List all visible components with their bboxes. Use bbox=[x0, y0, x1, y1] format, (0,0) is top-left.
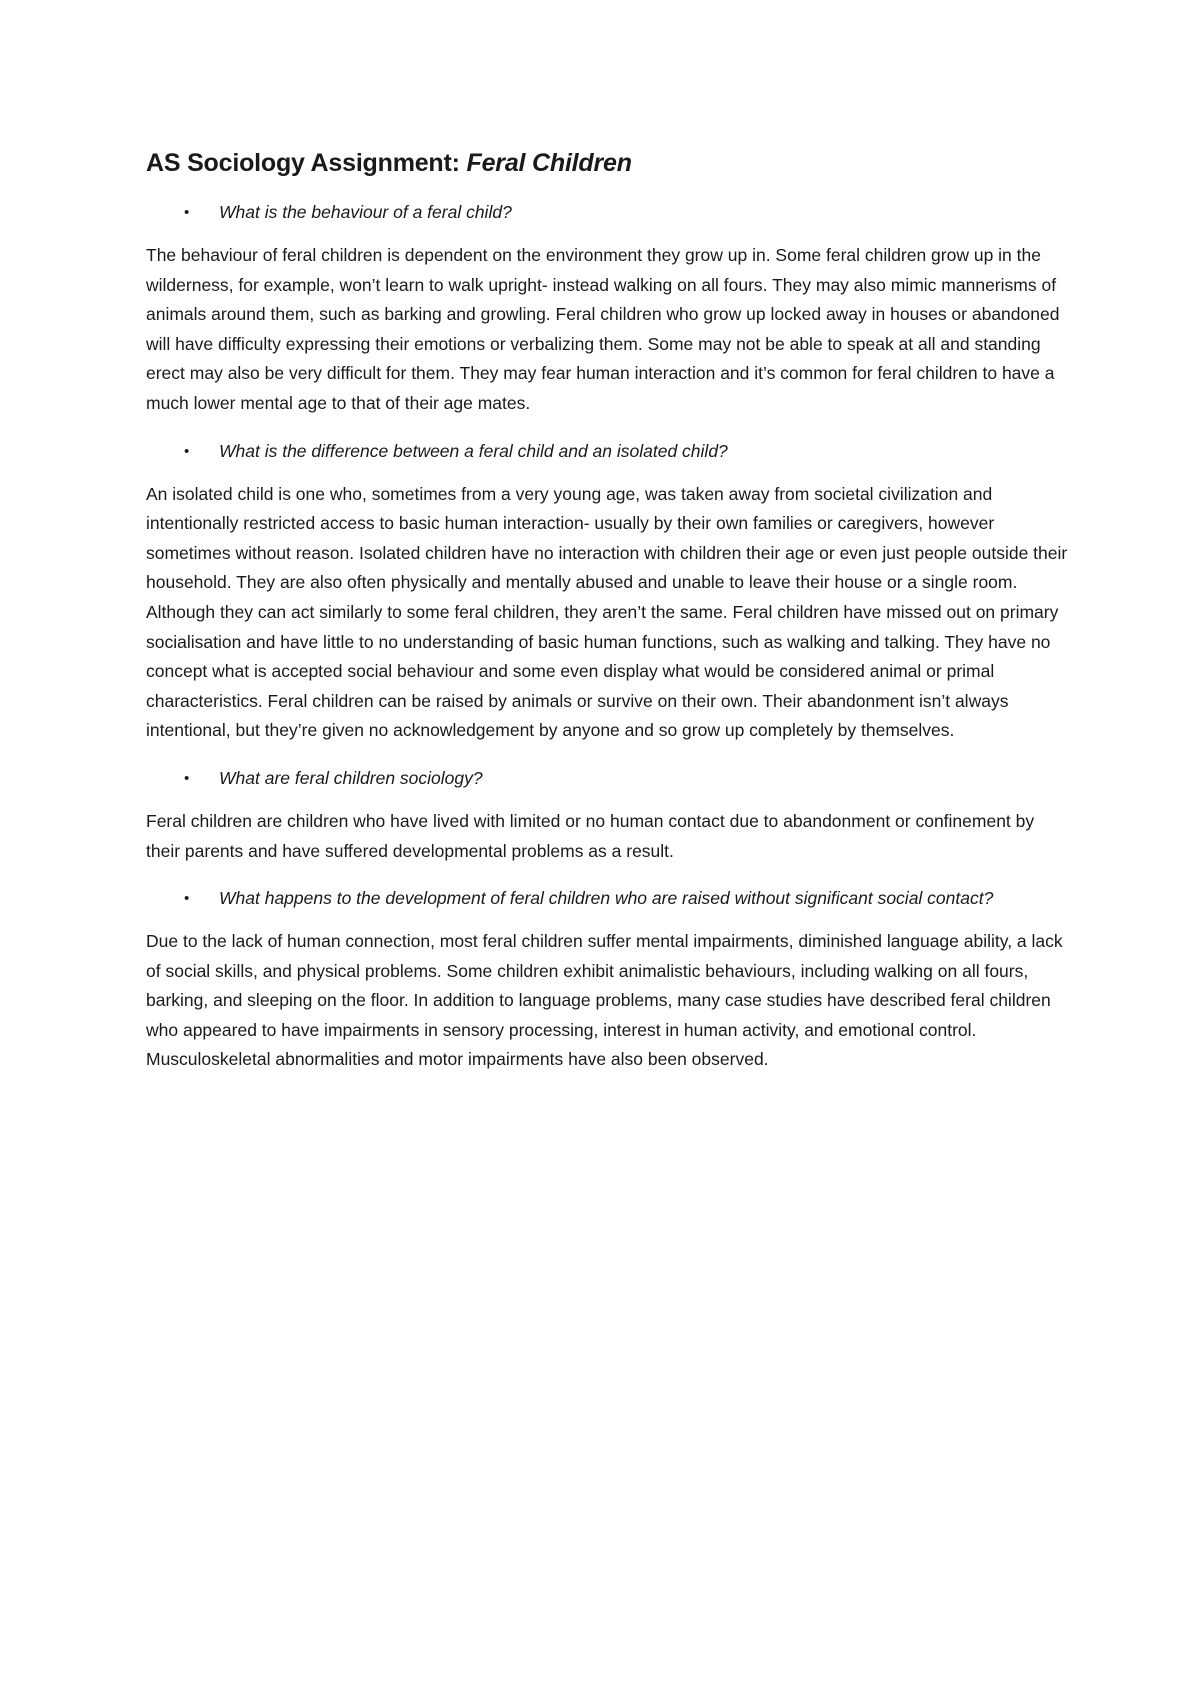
bullet-icon: • bbox=[184, 890, 190, 908]
question-1 bbox=[146, 198, 1068, 227]
question-4 bbox=[146, 884, 1068, 913]
answer-4: Due to the lack of human connection, most feral children suffer mental impairments, diminished language ability, a lack of social skills, and physical problems. Some children exhibit animalistic behaviours, including walking on all fours, barking, and sleeping on the floor. In addition to language problems, many case studies have described feral children who appeared to have impairments in sensory processing, interest in human activity, and emotional control. Musculoskeletal abnormalities and motor impairments have also been observed. bbox=[146, 931, 1063, 1070]
document-body bbox=[146, 146, 1068, 1093]
bullet-icon: • bbox=[184, 204, 190, 221]
question-text: What is the behaviour of a feral child? bbox=[219, 202, 512, 222]
question-text: What are feral children sociology? bbox=[219, 767, 483, 788]
document-title bbox=[146, 146, 1068, 180]
question-3 bbox=[146, 764, 1068, 793]
question-text: What happens to the development of feral children who are raised without significant social contact? bbox=[219, 888, 994, 909]
title-emphasis: Feral Children bbox=[466, 149, 632, 177]
title-text: AS Sociology Assignment: bbox=[146, 149, 467, 177]
question-text: What is the difference between a feral child and an isolated child? bbox=[219, 440, 728, 461]
answer-2: An isolated child is one who, sometimes from a very young age, was taken away from societal civilization and intentionally restricted access to basic human interaction- usually by their own families or caregivers, however sometimes without reason. Isolated children have no interaction with children their age or even just people outside their household. They are also often physically and mentally abused and unable to leave their house or a single room. Although they can act similarly to some feral children, they aren’t the same. Feral children have missed out on primary socialisation and have little to no understanding of basic human functions, such as walking and talking. They have no concept what is accepted social behaviour and some even display what would be considered animal or primal characteristics. Feral children can be raised by animals or survive on their own. Their abandonment isn’t always intentional, but they’re given no acknowledgement by anyone and so grow up completely by themselves. bbox=[146, 483, 1068, 741]
bullet-icon: • bbox=[184, 769, 190, 787]
answer-3: Feral children are children who have lived with limited or no human contact due to abandonment or confinement by their parents and have suffered developmental problems as a result. bbox=[146, 810, 1035, 861]
question-2 bbox=[146, 437, 1068, 466]
answer-1: The behaviour of feral children is dependent on the environment they grow up in. Some feral children grow up in the wilderness, for example, won’t learn to walk upright- instead walking on all fours. They may also mimic mannerisms of animals around them, such as barking and growling. Feral children who grow up locked away in houses or abandoned will have difficulty expressing their emotions or verbalizing them. Some may not be able to speak at all and standing erect may also be very difficult for them. They may fear human interaction and it’s common for feral children to have a much lower mental age to that of their age mates. bbox=[146, 245, 1060, 413]
bullet-icon: • bbox=[184, 442, 190, 460]
